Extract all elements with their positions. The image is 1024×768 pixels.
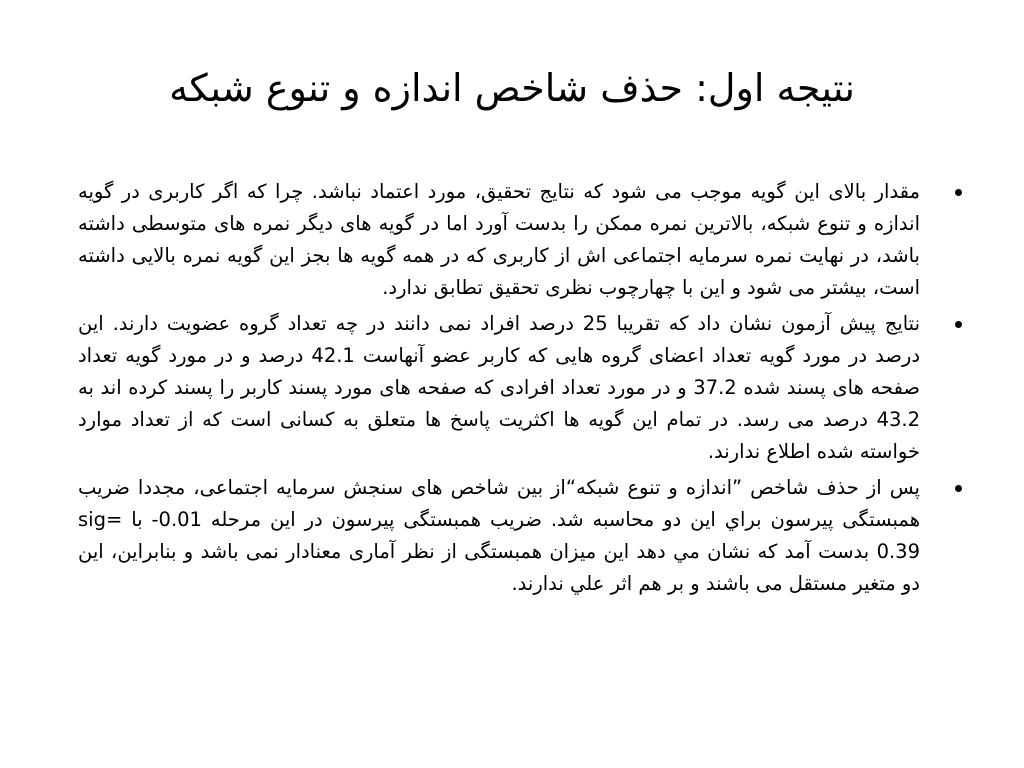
bullet-item-2 [78, 308, 962, 468]
bullet-text-1: مقدار بالای این گویه موجب می شود که نتایج تحقیق، مورد اعتماد نباشد. چرا که اگر کاربری در گویه اندازه و تنوع شبکه، بالاترین نمره ممکن را بدست آورد اما در گویه های دیگر نمره های متوسطی داشته باشد، در نهایت نمره سرمایه اجتماعی اش از کاربری که در همه گویه ها بجز این گویه نمره بالایی داشته است، بیشتر می شود و این با چهارچوب نظری تحقیق تطابق ندارد. [78, 180, 920, 299]
bullet-text-3: پس از حذف شاخص ”اندازه و تنوع شبکه“از بین شاخص های سنجش سرمایه اجتماعی، مجددا ضریب همبستگی پیرسون براي این دو محاسبه شد. ضریب همبستگی پیرسون در این مرحله 0.01- با sig= 0.39 بدست آمد که نشان مي دهد این میزان همبستگی از نظر آماری معنادار نمی باشد و بنابراین، این دو متغیر مستقل می باشند و بر هم اثر علي ندارند. [78, 476, 920, 595]
bullet-text-2: نتایج پیش آزمون نشان داد که تقریبا 25 درصد افراد نمی دانند در چه تعداد گروه عضویت دارند. این درصد در مورد گویه تعداد اعضای گروه هایی که کاربر عضو آنهاست 42.1 درصد و در مورد گویه تعداد صفحه های پسند شده 37.2 و در مورد تعداد افرادی که صفحه های مورد پسند کاربر را پسند کرده اند به 43.2 درصد می رسد. در تمام این گویه ها اکثریت پاسخ ها متعلق به کسانی است که از تعداد موارد خواسته شده اطلاع ندارند. [78, 312, 920, 463]
bullet-item-3 [78, 472, 962, 600]
bullet-item-1 [78, 176, 962, 304]
bullet-dot-icon [955, 321, 962, 328]
slide-title: نتیجه اول: حذف شاخص اندازه و تنوع شبکه [169, 66, 855, 110]
bullet-dot-icon [955, 485, 962, 492]
bullet-list [78, 176, 962, 604]
bullet-dot-icon [955, 189, 962, 196]
